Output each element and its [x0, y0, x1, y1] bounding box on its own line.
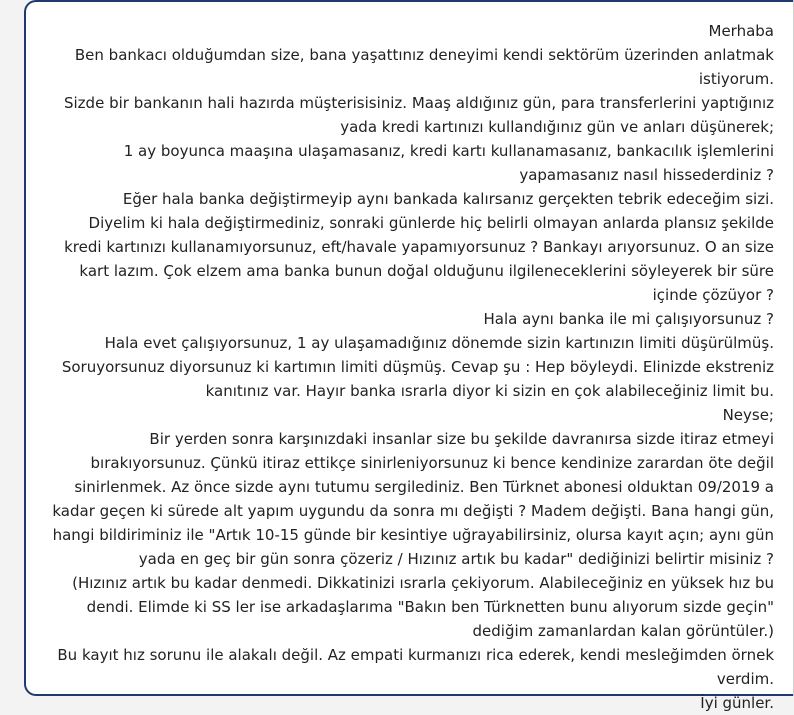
message-paragraph: Neyse; [722, 406, 774, 424]
message-body [50, 19, 774, 715]
message-paragraph: Ben bankacı olduğumdan size, bana yaşattınız deneyimi kendi sektörüm üzerinden anlatmak istiyorum. [74, 46, 774, 88]
message-paragraph: İyi günler. [700, 694, 774, 712]
message-paragraph: Soruyorsunuz diyorsunuz ki kartımın limiti düşmüş. Cevap şu : Hep böyleydi. Elinizde ekstreniz kanıtınız var. Hayır banka ısrarla diyor ki sizin en çok alabileceğiniz limit bu. [61, 358, 774, 400]
message-panel [24, 0, 794, 712]
message-paragraph: Eğer hala banka değiştirmeyip aynı bankada kalırsanız gerçekten tebrik edeceğim sizi. [122, 190, 774, 208]
message-paragraph: Hala evet çalışıyorsunuz, 1 ay ulaşamadığınız dönemde sizin kartınızın limiti düşürülmüş. [104, 334, 774, 352]
message-paragraph: Hala aynı banka ile mi çalışıyorsunuz ? [483, 310, 774, 328]
message-paragraph: Bir yerden sonra karşınızdaki insanlar size bu şekilde davranırsa sizde itiraz etmeyi bırakıyorsunuz. Çünkü itiraz ettikçe sinirleniyorsunuz ki bence kendinize zarardan öte değil sinirlenmek. Az önce sizde aynı tutumu sergilediniz. Ben Türknet abonesi olduktan 09/2019 a kadar geçen ki sürede alt yapım uygundu da sonra mı değişti ? Madem değişti. Bana hangi gün, hangi bildiriminiz ile "Artık 10-15 günde bir kesintiye uğrayabilirsiniz, olursa kayıt açın; aynı gün yada en geç bir gün sonra çözeriz / Hızınız artık bu kadar" dediğinizi belirtir misiniz ? [52, 430, 774, 568]
message-paragraph: Sizde bir bankanın hali hazırda müşterisisiniz. Maaş aldığınız gün, para transferlerini yaptığınız yada kredi kartınızı kullandığınız gün ve anları düşünerek; [63, 94, 774, 136]
message-paragraph: Bu kayıt hız sorunu ile alakalı değil. Az empati kurmanızı rica ederek, kendi mesleğimden örnek verdim. [57, 646, 774, 688]
message-paragraph: 1 ay boyunca maaşına ulaşamasanız, kredi kartı kullanamasanız, bankacılık işlemlerini yapamasanız nasıl hissederdiniz ? [123, 142, 774, 184]
message-paragraph: (Hızınız artık bu kadar denmedi. Dikkatinizi ısrarla çekiyorum. Alabileceğiniz en yüksek hız bu dendi. Elimde ki SS ler ise arkadaşlarıma "Bakın ben Türknetten bunu alıyorum sizde geçin" dediğim zamanlardan kalan görüntüler.) [72, 574, 774, 640]
message-paragraph: Merhaba [708, 22, 774, 40]
message-paragraph: Diyelim ki hala değiştirmediniz, sonraki günlerde hiç belirli olmayan anlarda plansız şekilde kredi kartınızı kullanamıyorsunuz, eft/havale yapamıyorsunuz ? Bankayı arıyorsunuz. O an size kart lazım. Çok elzem ama banka bunun doğal olduğunu ilgileneceklerini söyleyerek bir süre içinde çözüyor ? [64, 214, 774, 304]
